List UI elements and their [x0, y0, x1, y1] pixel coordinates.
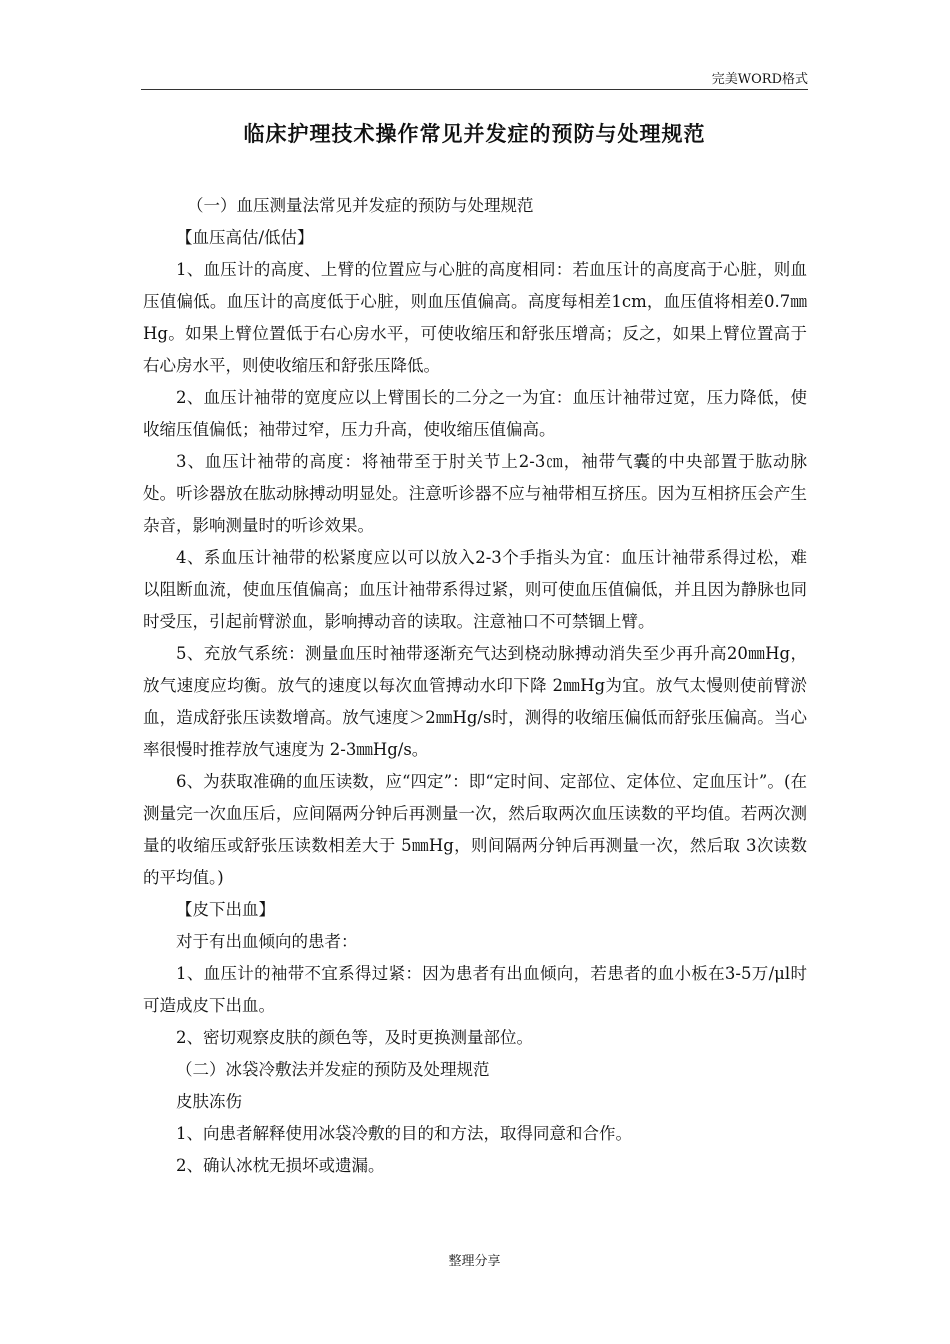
- document-body: [143, 190, 807, 1182]
- paragraph: 5、充放气系统：测量血压时袖带逐渐充气达到桡动脉搏动消失至少再升高20㎜Hg，放气速度应均衡。放气的速度以每次血管搏动水印下降 2㎜Hg为宜。放气太慢则使前臂淤血，造成舒张压读数增高。放气速度＞2㎜Hg/s时，测得的收缩压偏低而舒张压偏高。当心率很慢时推荐放气速度为 2-3㎜Hg/s。: [143, 644, 807, 759]
- paragraph: 6、为获取准确的血压读数，应“四定”：即“定时间、定部位、定体位、定血压计”。(在测量完一次血压后，应间隔两分钟后再测量一次，然后取两次血压读数的平均值。若两次测量的收缩压或舒张压读数相差大于 5㎜Hg，则间隔两分钟后再测量一次，然后取 3次读数的平均值。): [143, 772, 807, 887]
- paragraph: 1、向患者解释使用冰袋冷敷的目的和方法，取得同意和合作。: [176, 1124, 632, 1143]
- subheading-subcutaneous-bleeding: 【皮下出血】: [176, 900, 275, 919]
- paragraph: 2、确认冰枕无损坏或遗漏。: [176, 1156, 385, 1175]
- page-header: 完美WORD格式: [711, 72, 808, 87]
- subheading-bp-estimate: 【血压高估/低估】: [176, 228, 314, 247]
- paragraph: 4、系血压计袖带的松紧度应以可以放入2-3个手指头为宜：血压计袖带系得过松，难以阻断血流，使血压值偏高；血压计袖带系得过紧，则可使血压值偏低，并且因为静脉也同时受压，引起前臂淤血，影响搏动音的读取。注意袖口不可禁锢上臂。: [143, 548, 807, 631]
- paragraph: 2、血压计袖带的宽度应以上臂围长的二分之一为宜：血压计袖带过宽，压力降低，使收缩压值偏低；袖带过窄，压力升高，使收缩压值偏高。: [143, 388, 807, 439]
- section-heading-2: （二）冰袋冷敷法并发症的预防及处理规范: [176, 1060, 490, 1079]
- subheading-frostbite: 皮肤冻伤: [176, 1092, 242, 1111]
- paragraph: 对于有出血倾向的患者：: [176, 932, 358, 951]
- section-heading-1: （一）血压测量法常见并发症的预防与处理规范: [187, 196, 534, 215]
- document-title: 临床护理技术操作常见并发症的预防与处理规范: [243, 121, 706, 146]
- paragraph: 1、血压计的袖带不宜系得过紧：因为患者有出血倾向，若患者的血小板在3-5万/μl时可造成皮下出血。: [143, 964, 807, 1015]
- paragraph: 1、血压计的高度、上臂的位置应与心脏的高度相同：若血压计的高度高于心脏，则血压值偏低。血压计的高度低于心脏，则血压值偏高。高度每相差1cm，血压值将相差0.7㎜Hg。如果上臂位置低于右心房水平，可使收缩压和舒张压增高；反之，如果上臂位置高于右心房水平，则使收缩压和舒张压降低。: [143, 260, 807, 375]
- paragraph: 3、血压计袖带的高度：将袖带至于肘关节上2-3㎝，袖带气囊的中央部置于肱动脉处。听诊器放在肱动脉搏动明显处。注意听诊器不应与袖带相互挤压。因为互相挤压会产生杂音，影响测量时的听诊效果。: [143, 452, 807, 535]
- header-rule: [141, 89, 808, 90]
- paragraph: 2、密切观察皮肤的颜色等，及时更换测量部位。: [176, 1028, 533, 1047]
- page-footer: 整理分享: [448, 1254, 501, 1269]
